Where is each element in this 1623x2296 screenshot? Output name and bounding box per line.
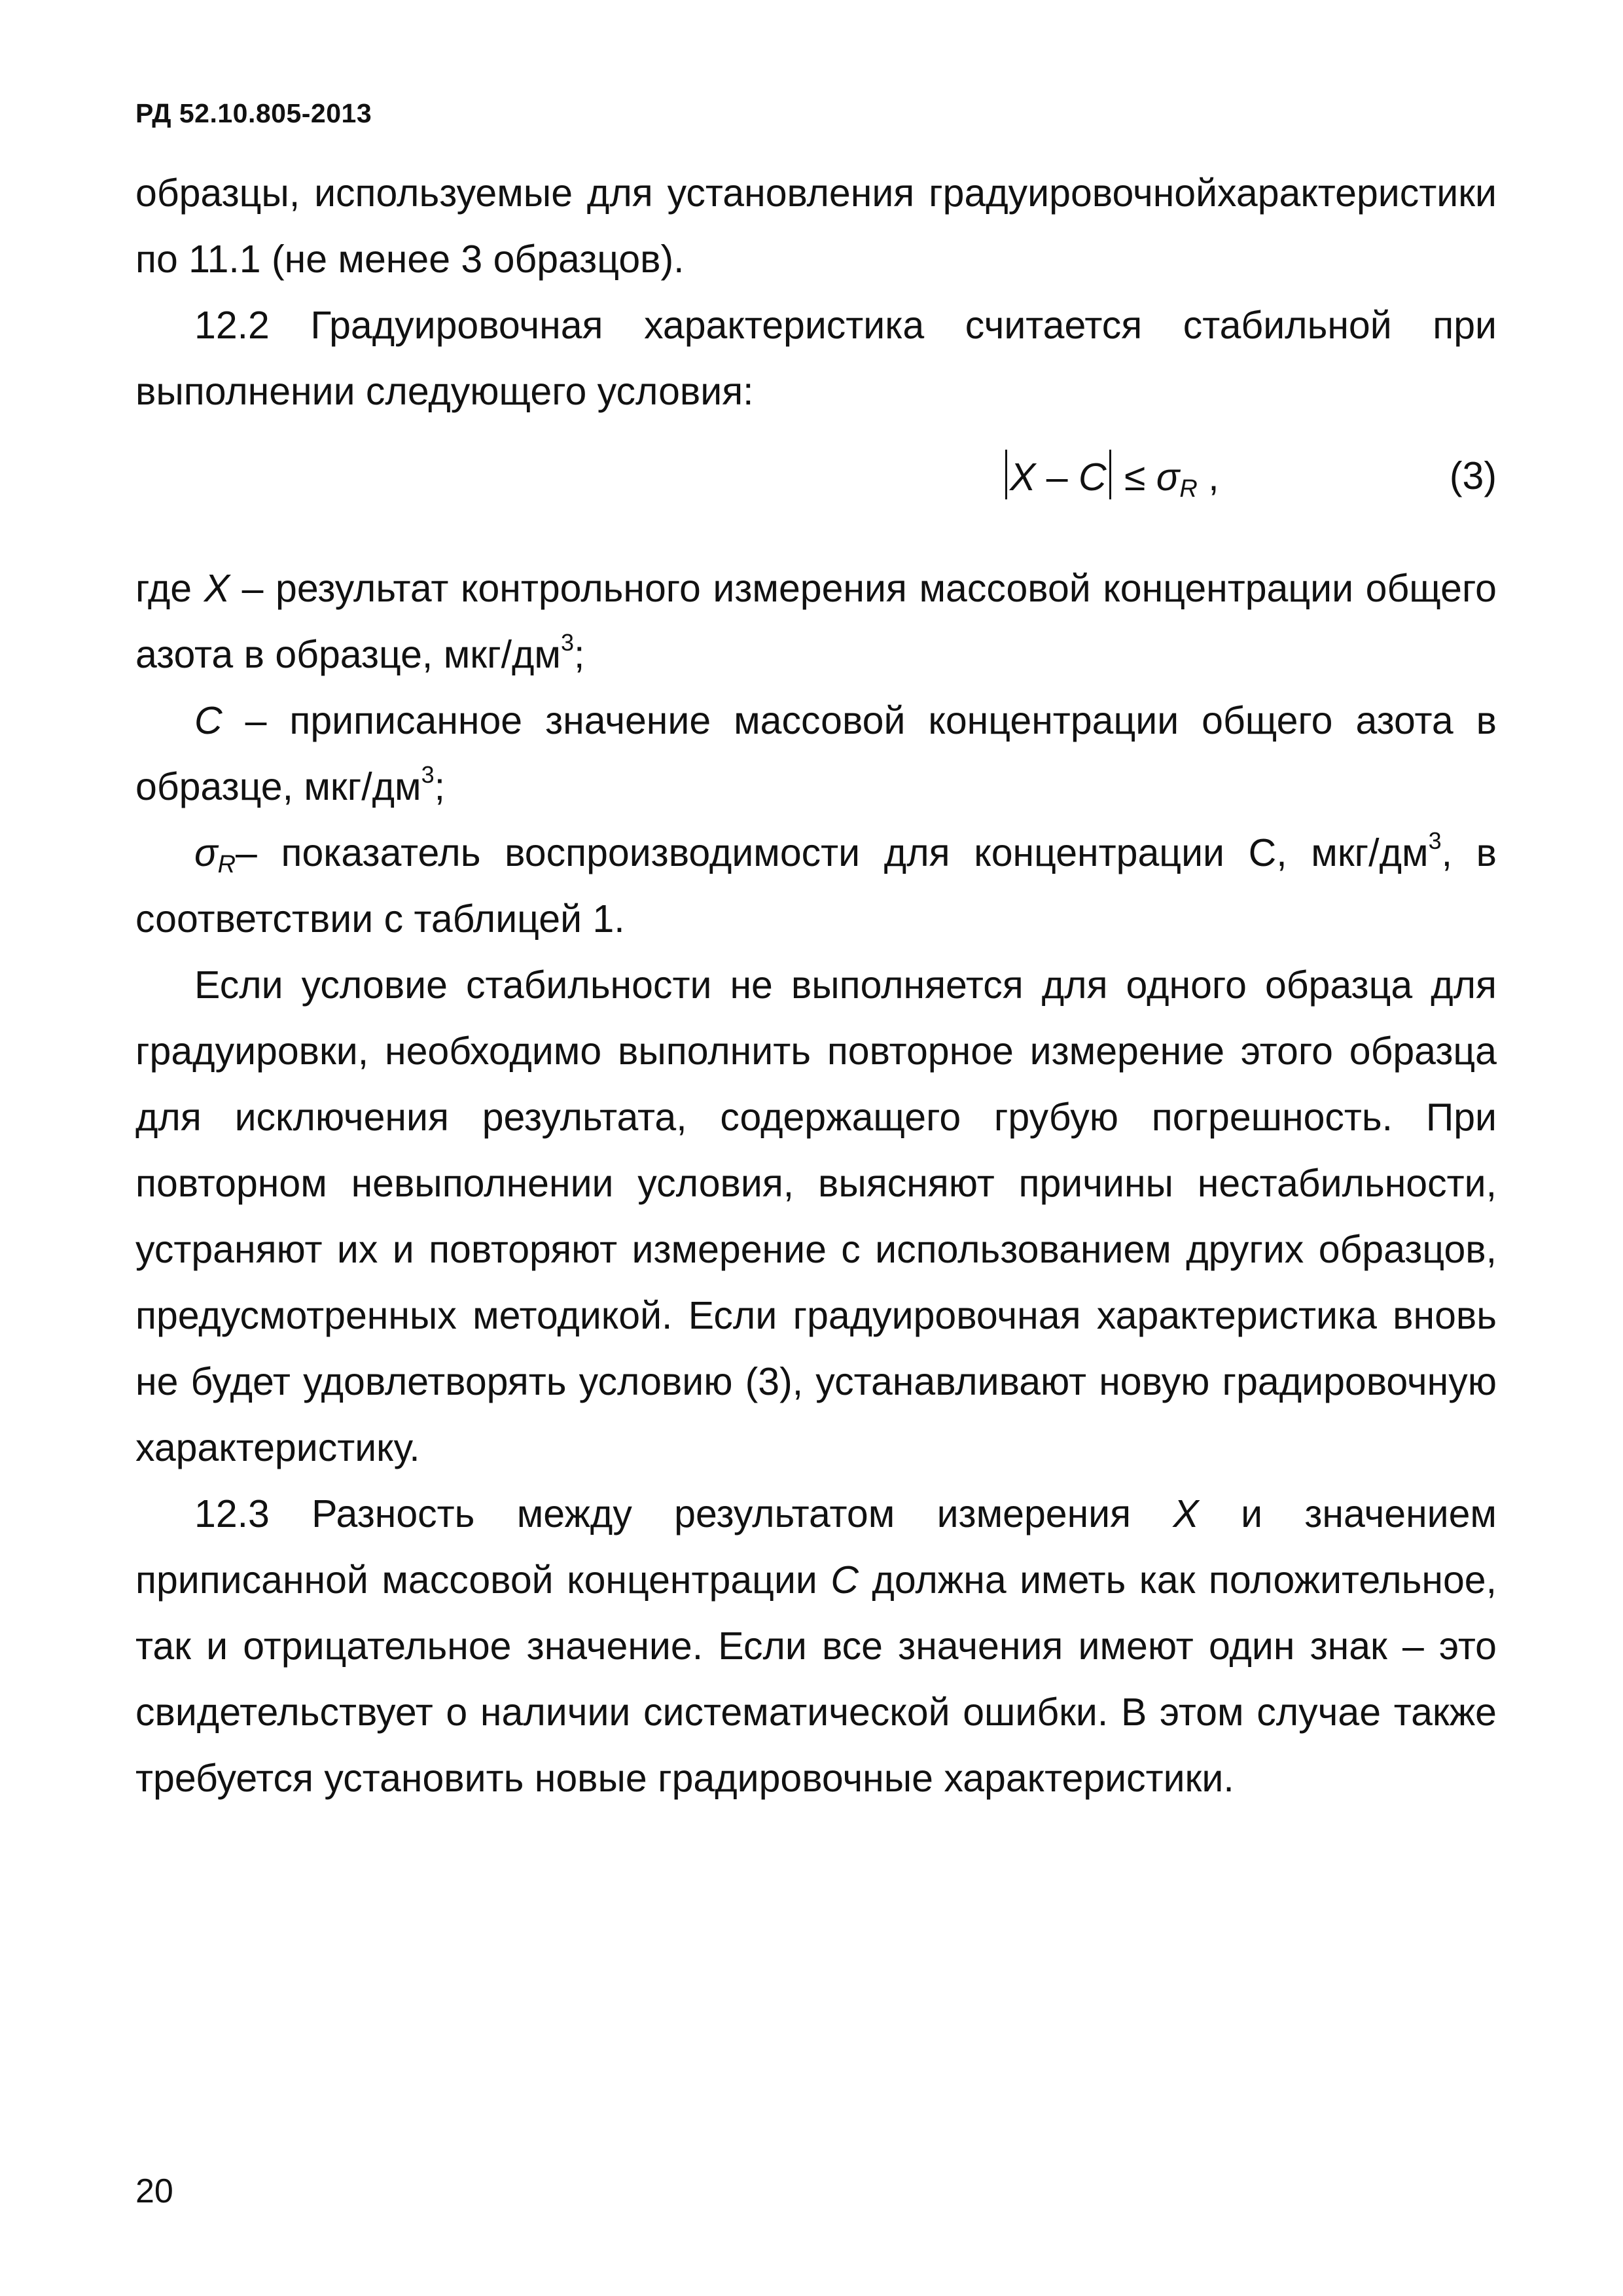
formula-var-c: C — [1078, 456, 1107, 499]
formula-sigma-sub: R — [1179, 475, 1198, 503]
abs-bar-right — [1109, 450, 1111, 499]
formula-number: (3) — [1449, 454, 1497, 497]
formula-comma: , — [1197, 456, 1219, 499]
formula-var-x: X — [1010, 456, 1036, 499]
definition-x — [135, 556, 1497, 688]
abs-bar-left — [1005, 450, 1007, 499]
def-var-x: X — [204, 567, 230, 610]
definition-sigma — [135, 820, 1497, 952]
p123-var-c: C — [830, 1558, 859, 1602]
paragraph-samples: образцы, используемые для установления градуировочнойхарактеристики по 11.1 (не менее 3 образцов). — [135, 171, 1497, 281]
page-number: 20 — [135, 2172, 173, 2210]
def-var-sigma: σ — [194, 831, 218, 874]
paragraph-12-2: 12.2 Градуировочная характеристика считается стабильной при выполнении следующего условия: — [135, 304, 1497, 413]
formula-row — [135, 425, 1497, 556]
p123-var-x: X — [1173, 1492, 1199, 1535]
stability-formula — [1003, 450, 1219, 503]
def-sigma-text: – показатель воспроизводимости для концентрации С, мкг/дм — [236, 831, 1429, 874]
document-code: РД 52.10.805-2013 — [135, 98, 372, 128]
formula-leq: ≤ — [1113, 456, 1156, 499]
def-x-text: – результат контрольного измерения массовой концентрации общего азота в образце, мкг/дм — [135, 567, 1497, 676]
def-sigma-sub: R — [217, 851, 236, 878]
formula-sigma: σ — [1156, 456, 1180, 499]
def-sigma-text-end: , в соответствии с таблицей 1. — [135, 831, 1497, 941]
def-c-end: ; — [434, 765, 446, 808]
paragraph-12-3 — [135, 1481, 1497, 1812]
def-x-end: ; — [574, 633, 585, 676]
def-var-c: C — [194, 699, 223, 742]
where-label: где — [135, 567, 204, 610]
def-sigma-sup: 3 — [1428, 827, 1442, 854]
document-body — [135, 160, 1497, 1812]
definition-c — [135, 688, 1497, 820]
def-c-text: – приписанное значение массовой концентрации общего азота в образце, мкг/дм — [135, 699, 1497, 808]
p123-text3: должна иметь как положительное, так и отрицательное значение. Если все значения имеют один знак – это свидетельствует о наличии систематической ошибки. В этом случае также требуется установить новые градировочные характеристики. — [135, 1558, 1497, 1800]
def-x-sup: 3 — [560, 629, 575, 656]
formula-minus: – — [1035, 456, 1079, 499]
paragraph-stability: Если условие стабильности не выполняется для одного образца для градуировки, необходимо выполнить повторное измерение этого образца для исключения результата, содержащего грубую погрешность. При повторном невыполнении условия, выясняют причины нестабильности, устраняют их и повторяют измерение с использованием других образцов, предусмотренных методикой. Если градуировочная характеристика вновь не будет удовлетворять условию (3), устанавливают новую градировочную характеристику. — [135, 963, 1497, 1469]
p123-text2: и значением приписанной массовой концентрации — [135, 1492, 1497, 1602]
p123-text1: 12.3 Разность между результатом измерения — [194, 1492, 1173, 1535]
def-c-sup: 3 — [421, 761, 435, 788]
